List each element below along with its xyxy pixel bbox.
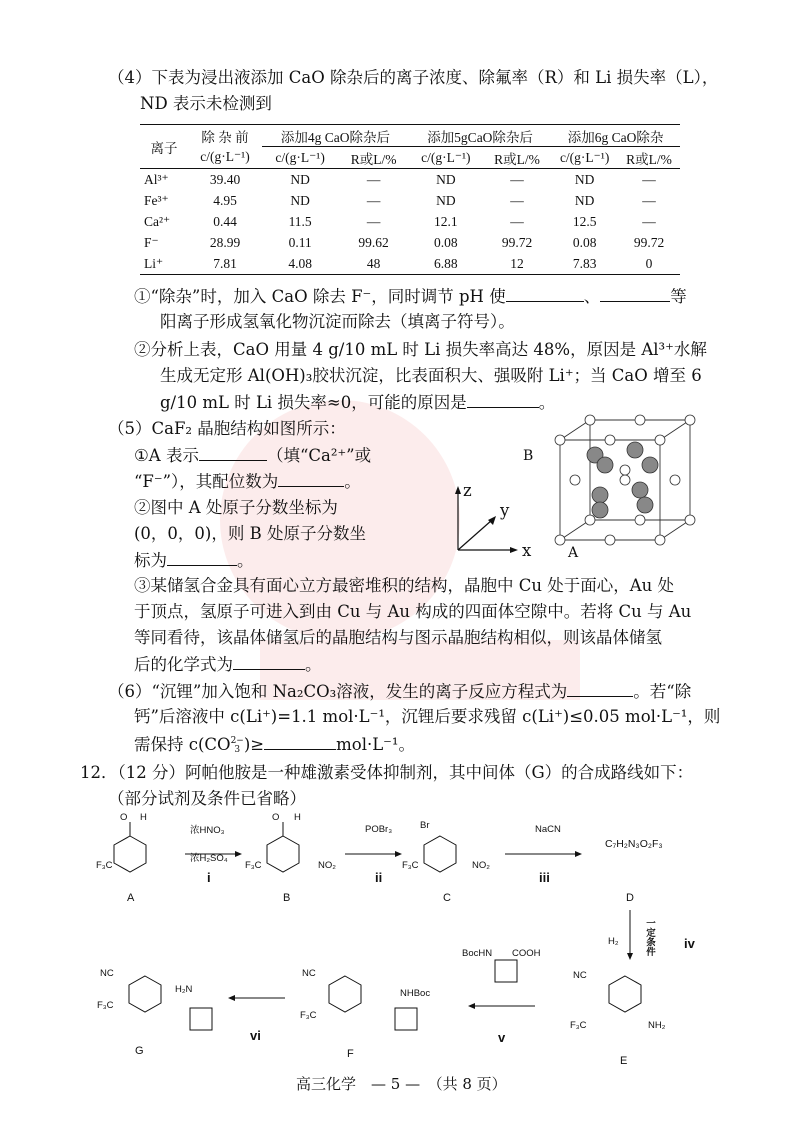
cell: 7.83 bbox=[572, 255, 597, 271]
reagent: H₂ bbox=[608, 936, 619, 947]
cell: — bbox=[642, 213, 656, 229]
small-atom bbox=[655, 435, 665, 445]
cyclobutane-g bbox=[190, 1008, 212, 1030]
small-atom bbox=[555, 535, 565, 545]
text: ①“除杂”时，加入 CaO 除去 F⁻，同时调节 pH 使 bbox=[134, 287, 506, 306]
small-atom bbox=[655, 535, 665, 545]
q6-line3 bbox=[134, 733, 415, 756]
atom-label: NHBoc bbox=[400, 988, 431, 999]
small-atom bbox=[605, 535, 615, 545]
answer-blank[interactable] bbox=[264, 733, 336, 750]
compound-f-label: F bbox=[347, 1048, 354, 1060]
atom-label: H bbox=[294, 812, 301, 823]
cell: ND bbox=[574, 192, 595, 208]
text: ①A 表示 bbox=[134, 446, 199, 465]
cell-ion: Al³⁺ bbox=[144, 171, 169, 187]
sub2-line2: 生成无定形 Al(OH)₃胶状沉淀，比表面积大、强吸附 Li⁺；当 CaO 增至 6 bbox=[160, 366, 702, 385]
q5-a1 bbox=[134, 444, 371, 467]
q5-c1: ③某储氢合金具有面心立方最密堆积的结构，晶胞中 Cu 处于面心，Au 处 bbox=[134, 576, 675, 595]
small-atom bbox=[620, 465, 630, 475]
answer-blank[interactable] bbox=[567, 680, 633, 697]
th-unit: c/(g·L⁻¹) bbox=[275, 149, 325, 165]
cell: 0.08 bbox=[572, 234, 597, 250]
reagent: COOH bbox=[512, 948, 541, 959]
formula-d: C₇H₂N₃O₂F₃ bbox=[605, 838, 663, 850]
small-atom bbox=[585, 415, 595, 425]
th-unit: c/(g·L⁻¹) bbox=[559, 149, 610, 165]
cell-ion: F⁻ bbox=[144, 234, 159, 250]
small-atom bbox=[555, 435, 565, 445]
axis-z-label: z bbox=[463, 481, 472, 500]
compound-c-label: C bbox=[443, 892, 451, 904]
answer-blank[interactable] bbox=[199, 444, 267, 461]
atom-label: F₃C bbox=[96, 860, 113, 871]
small-atom bbox=[570, 475, 580, 485]
atom-label: NC bbox=[302, 968, 316, 979]
answer-blank[interactable] bbox=[467, 391, 539, 408]
axis-x-label: x bbox=[522, 541, 532, 560]
cell: 28.99 bbox=[209, 234, 241, 250]
q4-line1: （4）下表为浸出液添加 CaO 除杂后的离子浓度、除氟率（R）和 Li 损失率（L）， bbox=[108, 68, 719, 87]
large-atom bbox=[642, 457, 658, 473]
cell: 48 bbox=[366, 255, 381, 271]
text: （6）“沉锂”加入饱和 Na₂CO₃溶液，发生的离子反应方程式为 bbox=[108, 682, 568, 701]
cell: — bbox=[366, 171, 381, 187]
sub1-line2: 阳离子形成氢氧化物沉淀而除去（填离子符号）。 bbox=[160, 312, 515, 331]
text: mol·L⁻¹。 bbox=[336, 735, 416, 754]
atom-label: F₃C bbox=[97, 1000, 114, 1011]
step-i: i bbox=[207, 870, 211, 885]
step-v: v bbox=[498, 1030, 506, 1045]
small-atom bbox=[620, 475, 630, 485]
answer-blank[interactable] bbox=[167, 549, 237, 566]
answer-blank[interactable] bbox=[233, 653, 305, 670]
cell: 12.1 bbox=[434, 213, 458, 229]
cell: 39.40 bbox=[209, 171, 241, 187]
th-g6: 添加6g CaO除杂 bbox=[551, 125, 680, 147]
cell: 11.5 bbox=[288, 213, 312, 229]
cyclobutane-f bbox=[395, 1008, 417, 1030]
cell: — bbox=[642, 171, 656, 187]
q6-line2: 钙”后溶液中 c(Li⁺)=1.1 mol·L⁻¹，沉锂后要求残留 c(Li⁺)≤0.05 mol·L⁻¹，则 bbox=[134, 707, 721, 726]
table-row bbox=[140, 211, 680, 232]
atom-label: NO₂ bbox=[472, 860, 490, 871]
atom-label: Br bbox=[420, 820, 430, 831]
ring-f bbox=[329, 976, 361, 1012]
q5-title: （5）CaF₂ 晶胞结构如图所示： bbox=[108, 419, 346, 438]
compound-b-label: B bbox=[283, 892, 291, 904]
reagent: BocHN bbox=[462, 948, 493, 959]
atom-label: H bbox=[140, 812, 147, 823]
q5-c3: 等同看待，该晶体储氢后的晶胞结构与图示晶胞结构相似，则该晶体储氢 bbox=[134, 628, 662, 647]
large-atom bbox=[632, 482, 648, 498]
cell: 12.5 bbox=[572, 213, 597, 229]
q4-line2: ND 表示未检测到 bbox=[140, 94, 272, 113]
atom-label: NO₂ bbox=[318, 860, 336, 871]
th-rl: R或L/% bbox=[494, 151, 540, 167]
q5-c2: 于顶点，氢原子可进入到由 Cu 与 Au 构成的四面体空隙中。若将 Cu 与 Au bbox=[134, 602, 692, 621]
th-before: 除 杂 前 bbox=[201, 129, 249, 145]
q12-line2: （部分试剂及条件已省略） bbox=[108, 789, 306, 808]
text: “F⁻”），其配位数为 bbox=[134, 472, 279, 491]
cell: 6.88 bbox=[434, 255, 458, 271]
large-atom bbox=[597, 457, 613, 473]
answer-blank[interactable] bbox=[278, 470, 344, 487]
label-b: B bbox=[523, 448, 534, 464]
text: 等 bbox=[670, 287, 687, 306]
answer-blank[interactable] bbox=[600, 285, 670, 302]
ring-a bbox=[114, 836, 146, 872]
small-atom bbox=[585, 515, 595, 525]
th-unit: c/(g·L⁻¹) bbox=[421, 149, 471, 165]
th-rl: R或L/% bbox=[626, 151, 672, 167]
cell: — bbox=[510, 192, 524, 208]
sub2-line1: ②分析上表，CaO 用量 4 g/10 mL 时 Li 损失率高达 48%，原因是 Al³⁺水解 bbox=[134, 340, 707, 359]
reagent: 一定条件 bbox=[644, 918, 655, 956]
text: 。若“除 bbox=[633, 682, 692, 701]
cell-ion: Ca²⁺ bbox=[144, 213, 171, 229]
ring-b bbox=[267, 836, 299, 872]
compound-e-label: E bbox=[620, 1055, 628, 1067]
atom-label: F₃C bbox=[402, 860, 419, 871]
q12-line1: 12．（12 分）阿帕他胺是一种雄激素受体抑制剂，其中间体（G）的合成路线如下： bbox=[80, 763, 694, 782]
large-atom bbox=[627, 442, 643, 458]
reagent: 浓HNO₃ bbox=[190, 825, 225, 836]
step-iv: iv bbox=[684, 936, 695, 951]
cell: ND bbox=[436, 171, 456, 187]
text: )≥ bbox=[243, 735, 265, 754]
text: g/10 mL 时 Li 损失率≈0，可能的原因是 bbox=[160, 393, 467, 412]
th-rl: R或L/% bbox=[350, 151, 397, 167]
text: 。 bbox=[344, 472, 361, 491]
small-atom bbox=[670, 475, 680, 485]
sub2-line3 bbox=[160, 391, 555, 414]
q6-line1 bbox=[108, 680, 691, 703]
small-atom bbox=[685, 415, 695, 425]
small-atom bbox=[635, 415, 645, 425]
small-atom bbox=[635, 515, 645, 525]
th-g4: 添加4g CaO除杂后 bbox=[262, 125, 409, 147]
compound-a-label: A bbox=[127, 892, 135, 904]
co3-charge: 2− 3 bbox=[230, 735, 244, 755]
q5-c4 bbox=[134, 653, 322, 676]
text: 需保持 c(CO bbox=[134, 735, 231, 754]
cell: 0.44 bbox=[213, 213, 237, 229]
cell: 99.72 bbox=[633, 234, 665, 250]
cell: ND bbox=[436, 192, 456, 208]
cell: ND bbox=[290, 192, 310, 208]
large-atom bbox=[637, 497, 653, 513]
cell: — bbox=[642, 192, 656, 208]
cell-ion: Fe³⁺ bbox=[144, 192, 169, 208]
cell: 7.81 bbox=[213, 255, 237, 271]
cell: — bbox=[510, 171, 524, 187]
cell: ND bbox=[574, 171, 595, 187]
cell: — bbox=[366, 213, 381, 229]
cell: 12 bbox=[510, 255, 524, 271]
atom-label: O bbox=[120, 812, 128, 823]
q5-b2: (0，0，0)，则 B 处原子分数坐 bbox=[134, 524, 366, 543]
table-row bbox=[140, 190, 680, 211]
text: 。 bbox=[305, 655, 322, 674]
text: 。 bbox=[538, 393, 556, 412]
th-g5: 添加5gCaO除杂后 bbox=[409, 125, 551, 147]
cell: 0.11 bbox=[288, 234, 312, 250]
step-vi: vi bbox=[250, 1028, 261, 1043]
page-footer: 高三化学 — 5 — （共 8 页） bbox=[296, 1075, 507, 1093]
cell: 99.62 bbox=[358, 234, 389, 250]
atom-label: F₃C bbox=[570, 1020, 587, 1031]
text: 后的化学式为 bbox=[134, 655, 233, 674]
cell: — bbox=[366, 192, 381, 208]
cell: ND bbox=[290, 171, 310, 187]
text: （填“Ca²⁺”或 bbox=[266, 446, 372, 465]
q5-b3 bbox=[134, 549, 254, 572]
ion-table bbox=[140, 124, 680, 275]
step-ii: ii bbox=[375, 870, 383, 885]
q5-a2 bbox=[134, 470, 361, 493]
text: 、 bbox=[583, 287, 601, 306]
cell-ion: Li⁺ bbox=[144, 255, 164, 271]
table-row bbox=[140, 253, 680, 275]
atom-label: H₂N bbox=[175, 984, 193, 995]
ring-c bbox=[424, 836, 456, 872]
atom-label: NH₂ bbox=[648, 1020, 666, 1031]
cell: 0.08 bbox=[434, 234, 458, 250]
text: 。 bbox=[237, 551, 254, 570]
reagent: 浓H₂SO₄ bbox=[190, 853, 228, 864]
compound-d-label: D bbox=[626, 892, 634, 904]
small-atom bbox=[605, 435, 615, 445]
th-ion: 离子 bbox=[150, 140, 178, 156]
compound-g-label: G bbox=[135, 1045, 144, 1057]
table-row bbox=[140, 232, 680, 253]
ring-g bbox=[129, 976, 161, 1012]
atom-label: O bbox=[272, 812, 280, 823]
large-atom bbox=[592, 487, 608, 503]
cell: 4.95 bbox=[213, 192, 237, 208]
cell: 0 bbox=[645, 255, 653, 271]
axis-y-label: y bbox=[500, 501, 510, 520]
small-atom bbox=[685, 515, 695, 525]
atom-label: F₃C bbox=[300, 1010, 317, 1021]
ring-e bbox=[609, 976, 641, 1012]
label-a: A bbox=[568, 545, 579, 561]
th-unit: c/(g·L⁻¹) bbox=[200, 149, 250, 165]
q5-b1: ②图中 A 处原子分数坐标为 bbox=[134, 498, 338, 517]
cell: 99.72 bbox=[501, 234, 533, 250]
cell: — bbox=[510, 213, 524, 229]
cyclobutane-reagent bbox=[495, 960, 517, 982]
cell: 4.08 bbox=[288, 255, 312, 271]
caf2-unit-cell bbox=[540, 410, 710, 560]
text: 标为 bbox=[134, 551, 167, 570]
sub1-line1 bbox=[134, 285, 687, 308]
table-row bbox=[140, 169, 680, 191]
atom-label: NC bbox=[573, 970, 587, 981]
atom-label: NC bbox=[100, 968, 114, 979]
atom-label: F₃C bbox=[245, 860, 262, 871]
large-atom bbox=[592, 502, 608, 518]
step-iii: iii bbox=[539, 870, 550, 885]
reagent: POBr₃ bbox=[365, 824, 393, 835]
reagent: NaCN bbox=[535, 824, 561, 835]
answer-blank[interactable] bbox=[506, 285, 584, 302]
